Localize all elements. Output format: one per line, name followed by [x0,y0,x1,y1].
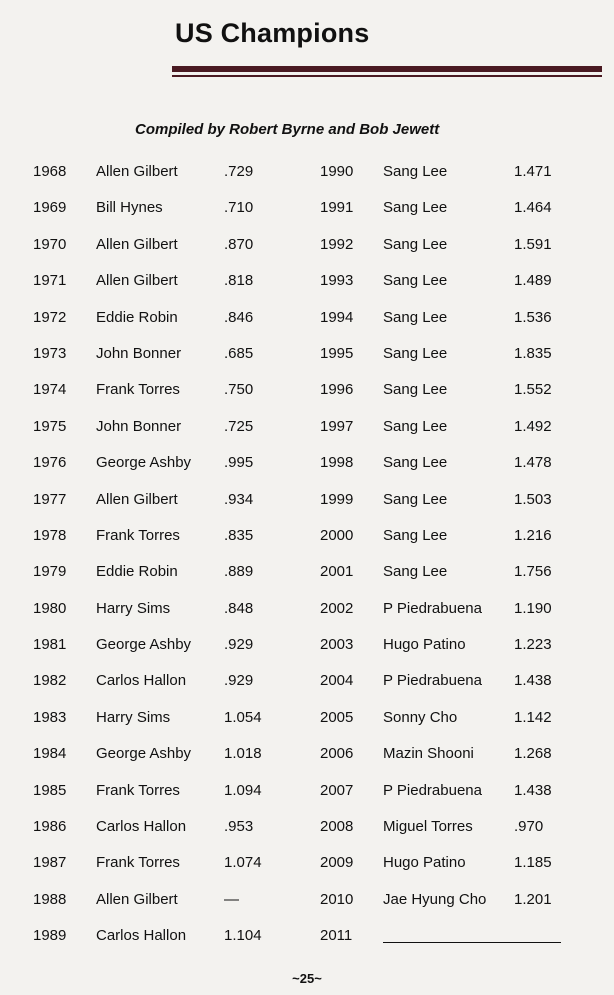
champion-score: .725 [224,417,254,435]
champion-score: .835 [224,526,254,544]
champion-year: 1974 [33,381,67,399]
champion-name: Carlos Hallon [96,818,187,836]
champion-name: Frank Torres [96,526,180,544]
champion-year: 1998 [320,454,354,472]
champion-score: .848 [224,599,254,617]
champion-year: 1984 [33,745,67,763]
title-rule-thick [172,66,602,72]
champion-name: Allen Gilbert [96,235,178,253]
champion-year: 1969 [33,199,67,217]
champion-year: 2006 [320,745,354,763]
champion-name: Bill Hynes [96,199,163,217]
champion-name: Sang Lee [383,490,448,508]
champion-score: 1.054 [224,708,262,726]
champion-name: Allen Gilbert [96,890,178,908]
champion-name: Sang Lee [383,308,448,326]
champion-year: 2001 [320,563,354,581]
champion-name: Jae Hyung Cho [383,890,487,908]
champion-name: Frank Torres [96,781,180,799]
champion-score: 1.552 [514,381,552,399]
champion-year: 2000 [320,526,354,544]
champion-name: Sang Lee [383,526,448,544]
champion-score: .729 [224,163,254,180]
champion-name: Sang Lee [383,163,448,180]
champion-year: 1995 [320,344,354,362]
champion-year: 1993 [320,272,354,290]
champion-name: Allen Gilbert [96,163,178,180]
champion-score: 1.104 [224,927,262,945]
champion-name: Eddie Robin [96,563,178,581]
champion-score: 1.489 [514,272,552,290]
champion-year: 1973 [33,344,67,362]
champion-score: 1.018 [224,745,262,763]
champion-year: 2007 [320,781,354,799]
champion-score: .934 [224,490,254,508]
champion-score: .929 [224,672,254,690]
champion-name: Allen Gilbert [96,272,178,290]
champion-score: 1.591 [514,235,552,253]
champion-year: 2002 [320,599,354,617]
champion-year: 1996 [320,381,354,399]
champion-year: 1989 [33,927,67,945]
champion-name: Sang Lee [383,272,448,290]
champion-score: 1.223 [514,636,552,654]
champion-year: 1968 [33,163,67,180]
champion-score: .929 [224,636,254,654]
champion-score: 1.464 [514,199,552,217]
champion-year: 1986 [33,818,67,836]
champion-name: Sang Lee [383,344,448,362]
blank-entry-line [383,942,561,943]
champion-year: 1991 [320,199,354,217]
champion-score: 1.492 [514,417,552,435]
champion-name: Hugo Patino [383,636,466,654]
champion-score: .750 [224,381,254,399]
champion-year: 1977 [33,490,67,508]
champion-score: 1.142 [514,708,552,726]
champion-name: Miguel Torres [383,818,473,836]
page-number: ~25~ [292,971,322,986]
champion-name: P Piedrabuena [383,599,482,617]
champion-score: .818 [224,272,254,290]
champion-year: 1988 [33,890,67,908]
champion-score: 1.268 [514,745,552,763]
champion-score: .889 [224,563,254,581]
champion-name: John Bonner [96,417,182,435]
page-subtitle: Compiled by Robert Byrne and Bob Jewett [135,121,440,138]
champion-name: Frank Torres [96,381,180,399]
champion-year: 1999 [320,490,354,508]
champion-name: Carlos Hallon [96,927,187,945]
champion-year: 1987 [33,854,67,872]
champion-name: Sang Lee [383,417,448,435]
champion-score: — [224,890,239,908]
champion-score: .710 [224,199,254,217]
champion-score: .870 [224,235,254,253]
champion-year: 2009 [320,854,354,872]
champion-year: 1994 [320,308,354,326]
champion-year: 1970 [33,235,67,253]
champion-score: 1.190 [514,599,552,617]
champion-name: George Ashby [96,454,192,472]
champion-year: 2008 [320,818,354,836]
champion-name: George Ashby [96,636,192,654]
champion-score: 1.201 [514,890,552,908]
champion-year: 1982 [33,672,67,690]
champion-name: John Bonner [96,344,182,362]
champion-year: 2004 [320,672,354,690]
champion-name: Eddie Robin [96,308,178,326]
champion-score: 1.438 [514,672,552,690]
champion-name: Harry Sims [96,708,171,726]
champion-score: 1.471 [514,163,552,180]
champion-year: 1983 [33,708,67,726]
champion-year: 1980 [33,599,67,617]
champion-score: 1.478 [514,454,552,472]
champion-score: 1.074 [224,854,262,872]
champion-name: Sang Lee [383,454,448,472]
champion-year: 1975 [33,417,67,435]
champion-score: 1.094 [224,781,262,799]
champion-name: Mazin Shooni [383,745,474,763]
champion-year: 1972 [33,308,67,326]
champion-score: 1.216 [514,526,552,544]
champion-name: Sang Lee [383,381,448,399]
champion-year: 1979 [33,563,67,581]
champion-year: 1971 [33,272,67,290]
champion-year: 1992 [320,235,354,253]
champion-name: Sang Lee [383,199,448,217]
champion-name: Sonny Cho [383,708,458,726]
champion-year: 2005 [320,708,354,726]
champion-name: P Piedrabuena [383,781,482,799]
champion-name: George Ashby [96,745,192,763]
champion-year: 2010 [320,890,354,908]
champion-year: 1990 [320,163,354,180]
champion-score: 1.835 [514,344,552,362]
champion-name: P Piedrabuena [383,672,482,690]
champion-score: .685 [224,344,254,362]
champion-year: 1997 [320,417,354,435]
champion-year: 1976 [33,454,67,472]
champion-year: 1985 [33,781,67,799]
champion-year: 2011 [320,927,353,945]
champion-name: Frank Torres [96,854,180,872]
champion-score: .995 [224,454,254,472]
champion-name: Allen Gilbert [96,490,178,508]
champion-score: 1.503 [514,490,552,508]
champion-score: .970 [514,818,544,836]
title-rule-thin [172,75,602,77]
page-title: US Champions [175,18,370,48]
champion-name: Sang Lee [383,563,448,581]
champion-year: 1978 [33,526,67,544]
champion-score: .953 [224,818,254,836]
champion-score: 1.756 [514,563,552,581]
champion-score: 1.438 [514,781,552,799]
champion-name: Carlos Hallon [96,672,187,690]
champion-name: Sang Lee [383,235,448,253]
champion-year: 1981 [33,636,67,654]
champion-year: 2003 [320,636,354,654]
champion-name: Harry Sims [96,599,171,617]
champion-name: Hugo Patino [383,854,466,872]
champion-score: 1.536 [514,308,552,326]
champion-score: 1.185 [514,854,552,872]
champion-score: .846 [224,308,254,326]
